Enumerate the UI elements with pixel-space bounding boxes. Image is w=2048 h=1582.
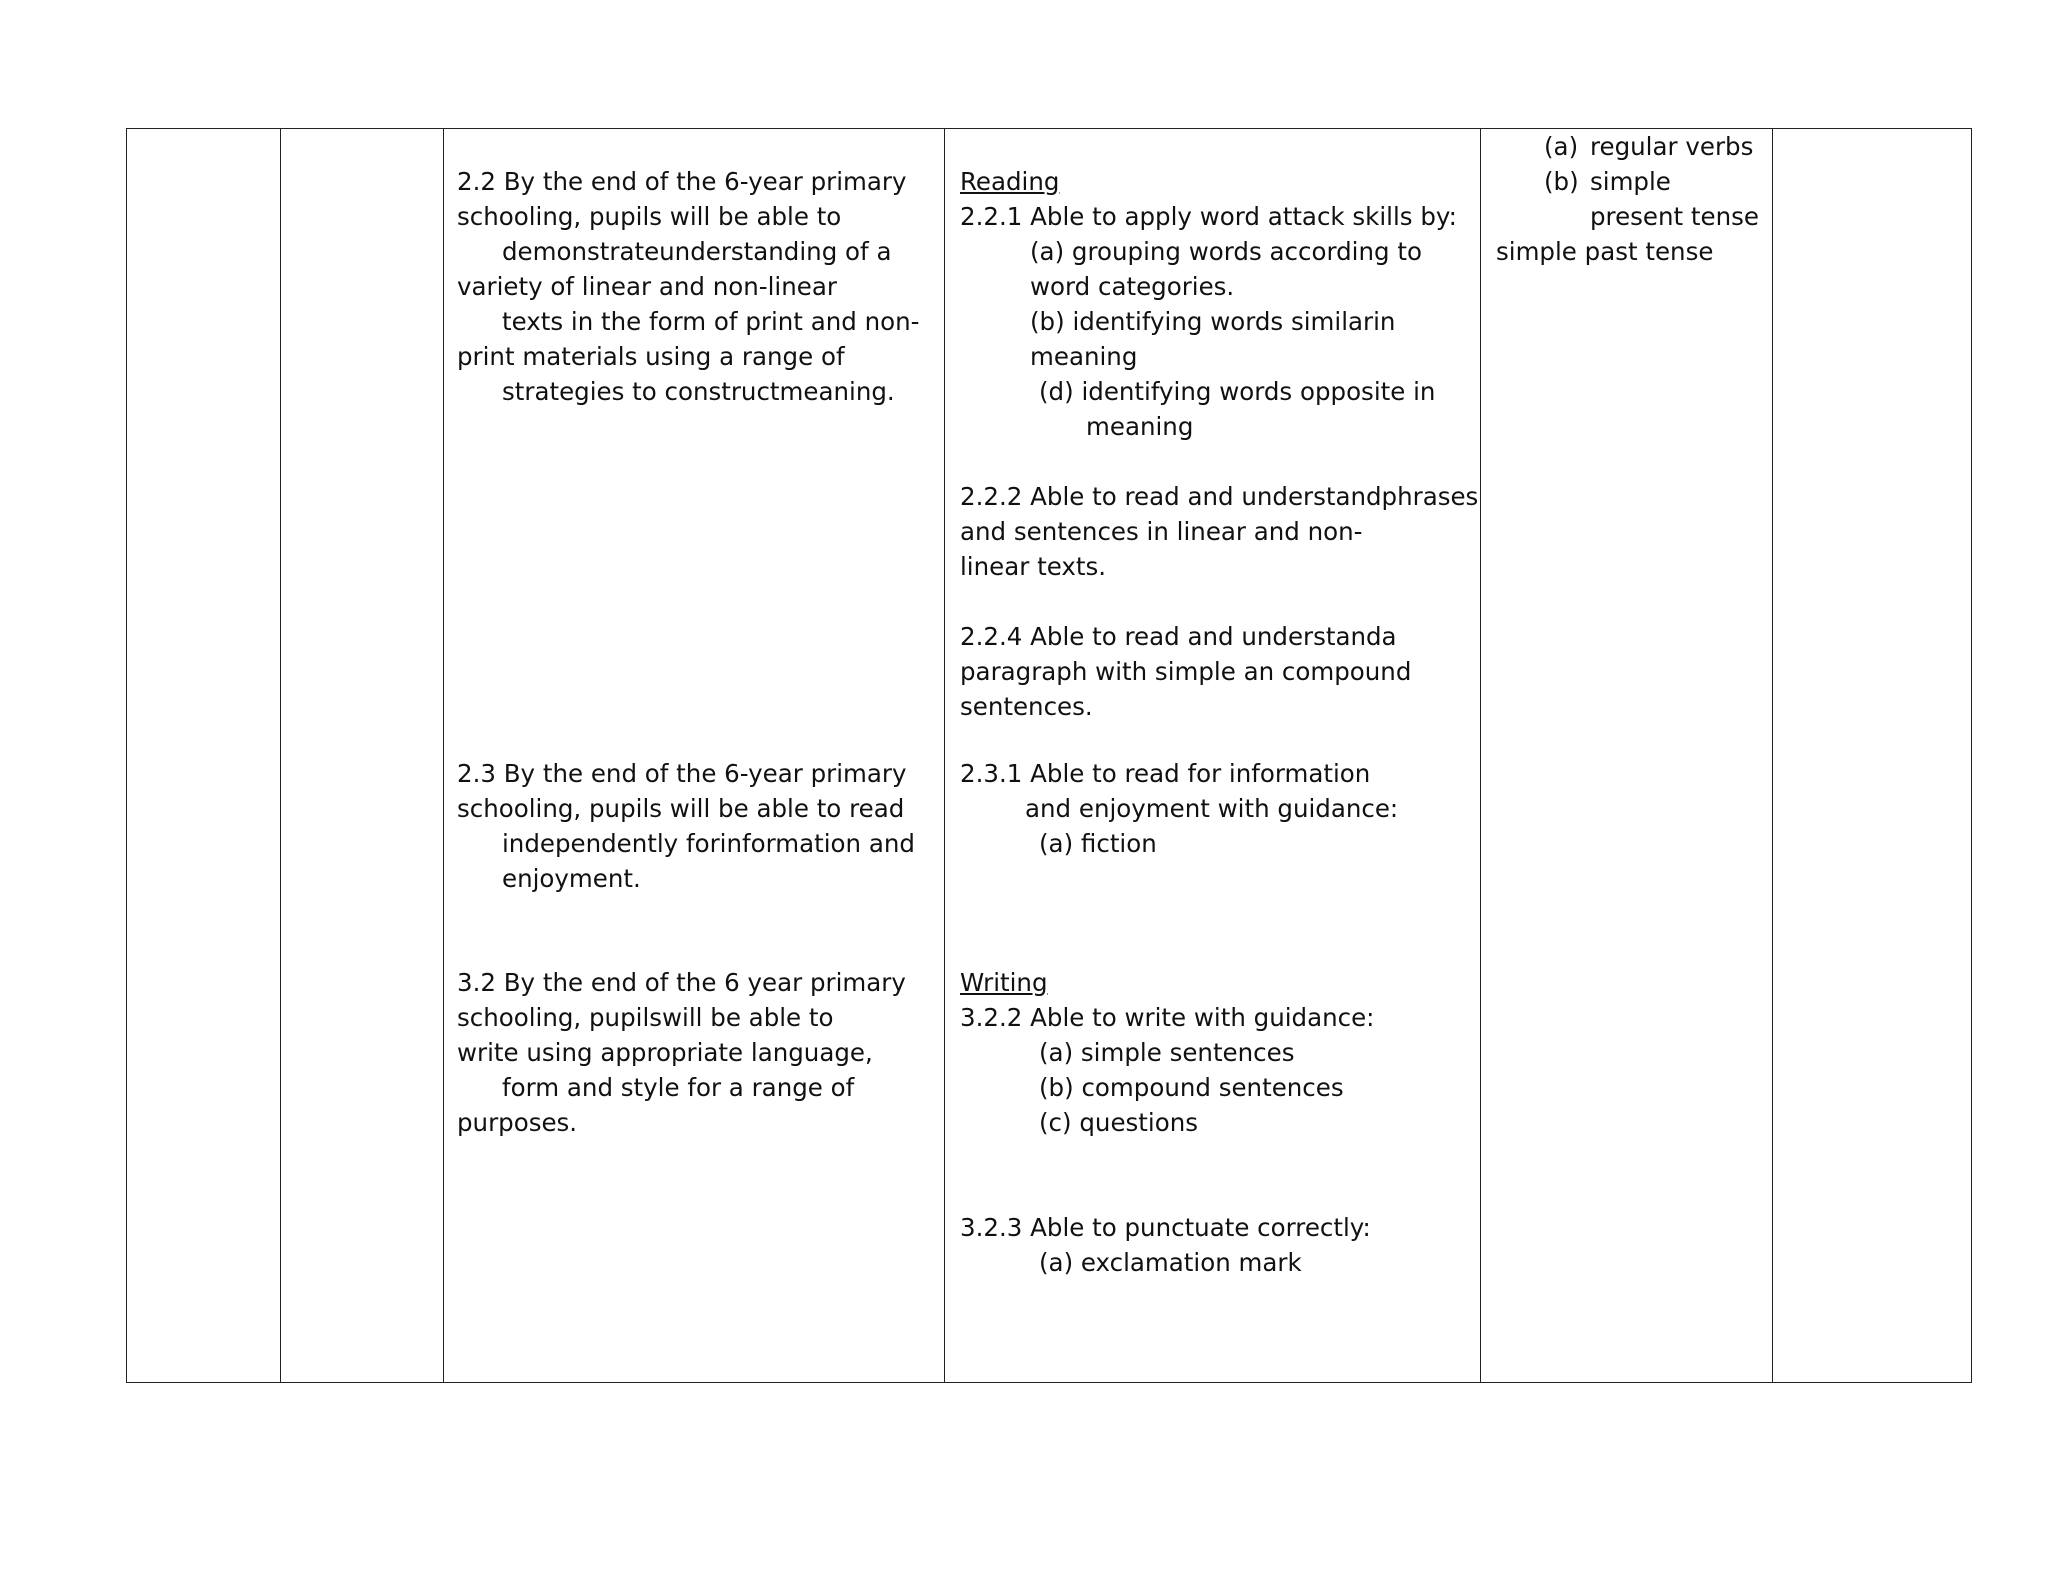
grammar-item-label: (b) (1544, 167, 1579, 196)
sub-item-b: (b) compound sentences (1039, 1073, 1344, 1102)
grammar-item-text: simple past tense (1496, 237, 1714, 266)
sub-item-a: (a) exclamation mark (1039, 1248, 1302, 1277)
standard-2-2-line: schooling, pupils will be able to (457, 202, 842, 231)
learning-standard-2-2-4: sentences. (960, 692, 1093, 721)
sub-item-c: (c) questions (1039, 1108, 1198, 1137)
column-divider (443, 129, 444, 1382)
standard-3-2-line: write using appropriate language, (457, 1038, 873, 1067)
standard-2-2-line: variety of linear and non-linear (457, 272, 837, 301)
standard-2-3-line: 2.3 By the end of the 6-year primary (457, 759, 907, 788)
standard-2-2-line: texts in the form of print and non- (502, 307, 920, 336)
sub-item-a: (a) grouping words according to (1030, 237, 1422, 266)
column-divider (1480, 129, 1481, 1382)
standard-2-2-line: strategies to constructmeaning. (502, 377, 895, 406)
sub-item-b-cont: meaning (1030, 342, 1138, 371)
column-divider (280, 129, 281, 1382)
sub-item-a: (a) fiction (1039, 829, 1157, 858)
column-divider (944, 129, 945, 1382)
standard-2-3-line: independently forinformation and (502, 829, 915, 858)
grammar-item-cont: present tense (1590, 202, 1759, 231)
grammar-item-text: simple (1590, 167, 1671, 196)
standard-2-2-line: print materials using a range of (457, 342, 845, 371)
column-divider (1772, 129, 1773, 1382)
writing-heading: Writing (960, 968, 1048, 997)
learning-standard-3-2-3: 3.2.3 Able to punctuate correctly: (960, 1213, 1371, 1242)
sub-item-b: (b) identifying words similarin (1030, 307, 1396, 336)
grammar-item-text: regular verbs (1590, 132, 1754, 161)
standard-2-3-line: enjoyment. (502, 864, 641, 893)
grammar-item-label: (a) (1544, 132, 1579, 161)
standard-3-2-line: form and style for a range of (502, 1073, 855, 1102)
sub-item-a: (a) simple sentences (1039, 1038, 1295, 1067)
learning-standard-2-2-2: and sentences in linear and non- (960, 517, 1363, 546)
standard-3-2-line: 3.2 By the end of the 6 year primary (457, 968, 906, 997)
learning-standard-2-2-4: 2.2.4 Able to read and understanda (960, 622, 1397, 651)
learning-standard-2-2-4: paragraph with simple an compound (960, 657, 1412, 686)
standard-3-2-line: schooling, pupilswill be able to (457, 1003, 834, 1032)
standard-2-2-line: demonstrateunderstanding of a (502, 237, 892, 266)
sub-item-d-cont: meaning (1086, 412, 1194, 441)
reading-heading: Reading (960, 167, 1060, 196)
sub-item-a-cont: word categories. (1030, 272, 1235, 301)
standard-2-2-line: 2.2 By the end of the 6-year primary (457, 167, 907, 196)
learning-standard-3-2-2: 3.2.2 Able to write with guidance: (960, 1003, 1375, 1032)
learning-standard-2-2-2: linear texts. (960, 552, 1106, 581)
sub-item-d: (d) identifying words opposite in (1039, 377, 1436, 406)
standard-3-2-line: purposes. (457, 1108, 578, 1137)
standard-2-3-line: schooling, pupils will be able to read (457, 794, 905, 823)
learning-standard-2-3-1: 2.3.1 Able to read for information (960, 759, 1371, 788)
learning-standard-2-2-2: 2.2.2 Able to read and understandphrases (960, 482, 1479, 511)
learning-standard-2-2-1: 2.2.1 Able to apply word attack skills by: (960, 202, 1457, 231)
learning-standard-2-3-1: and enjoyment with guidance: (1025, 794, 1399, 823)
